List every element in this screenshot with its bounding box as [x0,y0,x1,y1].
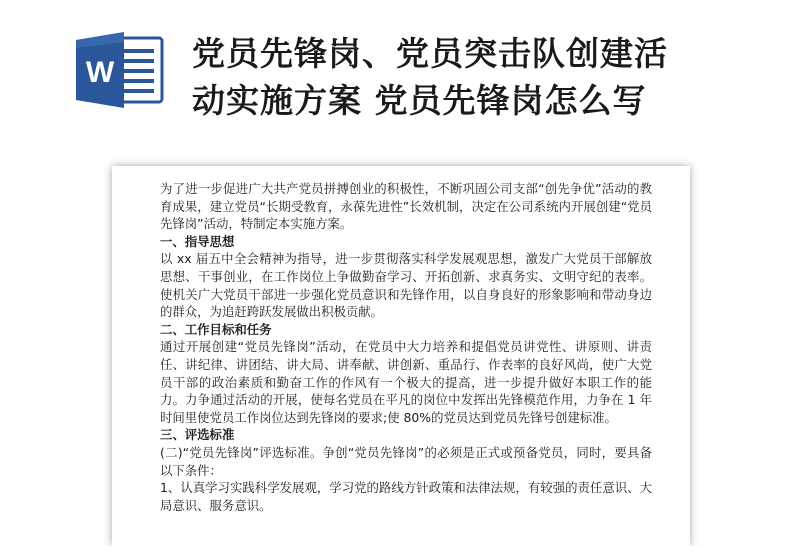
svg-text:W: W [85,56,115,89]
document-page [112,166,690,546]
paragraph-goals-tasks: 通过开展创建“党员先锋岗”活动，在党员中大力培养和提倡党员讲党性、讲原则、讲责任、讲纪律、讲团结、讲大局、讲奉献、讲创新、重品行、作表率的良好风尚，使广大党员干部的政治素质和勤奋工作的作风有一个极大的提高，进一步提升做好本职工作的能力。力争通过活动的开展，使每名党员在平凡的岗位中发挥出先锋模范作用，力争在 1 年时间里使党员工作岗位达到先锋岗的要求;使 80%的党员达到党员先锋号创建标准。 [160,339,652,425]
page-title [192,30,772,124]
heading-criteria: 三、评选标准 [160,427,235,443]
title-line-2: 动实施方案 党员先锋岗怎么写 [192,81,647,120]
title-line-1: 党员先锋岗、党员突击队创建活 [192,34,668,73]
paragraph-intro: 为了进一步促进广大共产党员拼搏创业的积极性，不断巩固公司支部“创先争优”活动的教育成果，建立党员“长期受教育，永葆先进性”长效机制，决定在公司系统内开展创建“党员先锋岗”活动，特制定本实施方案。 [160,181,652,232]
paragraph-criteria-1: 1、认真学习实践科学发展观，学习党的路线方针政策和法律法规，有较强的责任意识、大局意识、服务意识。 [160,480,652,513]
document-body [160,180,652,514]
word-document-icon [72,30,166,110]
heading-goals-tasks: 二、工作目标和任务 [160,321,272,337]
paragraph-criteria-intro: (二)“党员先锋岗”评选标准。争创“党员先锋岗”的必须是正式或预备党员，同时，要具备以下条件： [160,444,652,478]
page-header [0,0,800,160]
paragraph-guiding-ideology: 以 xx 届五中全会精神为指导，进一步贯彻落实科学发展观思想，激发广大党员干部解放思想、干事创业，在工作岗位上争做勤奋学习、开拓创新、求真务实、文明守纪的表率。使机关广大党员干部进一步强化党员意识和先锋作用，以自身良好的形象影响和带动身边的群众，为追赶跨跃发展做出积极贡献。 [160,251,652,320]
heading-guiding-ideology: 一、指导思想 [160,233,235,249]
